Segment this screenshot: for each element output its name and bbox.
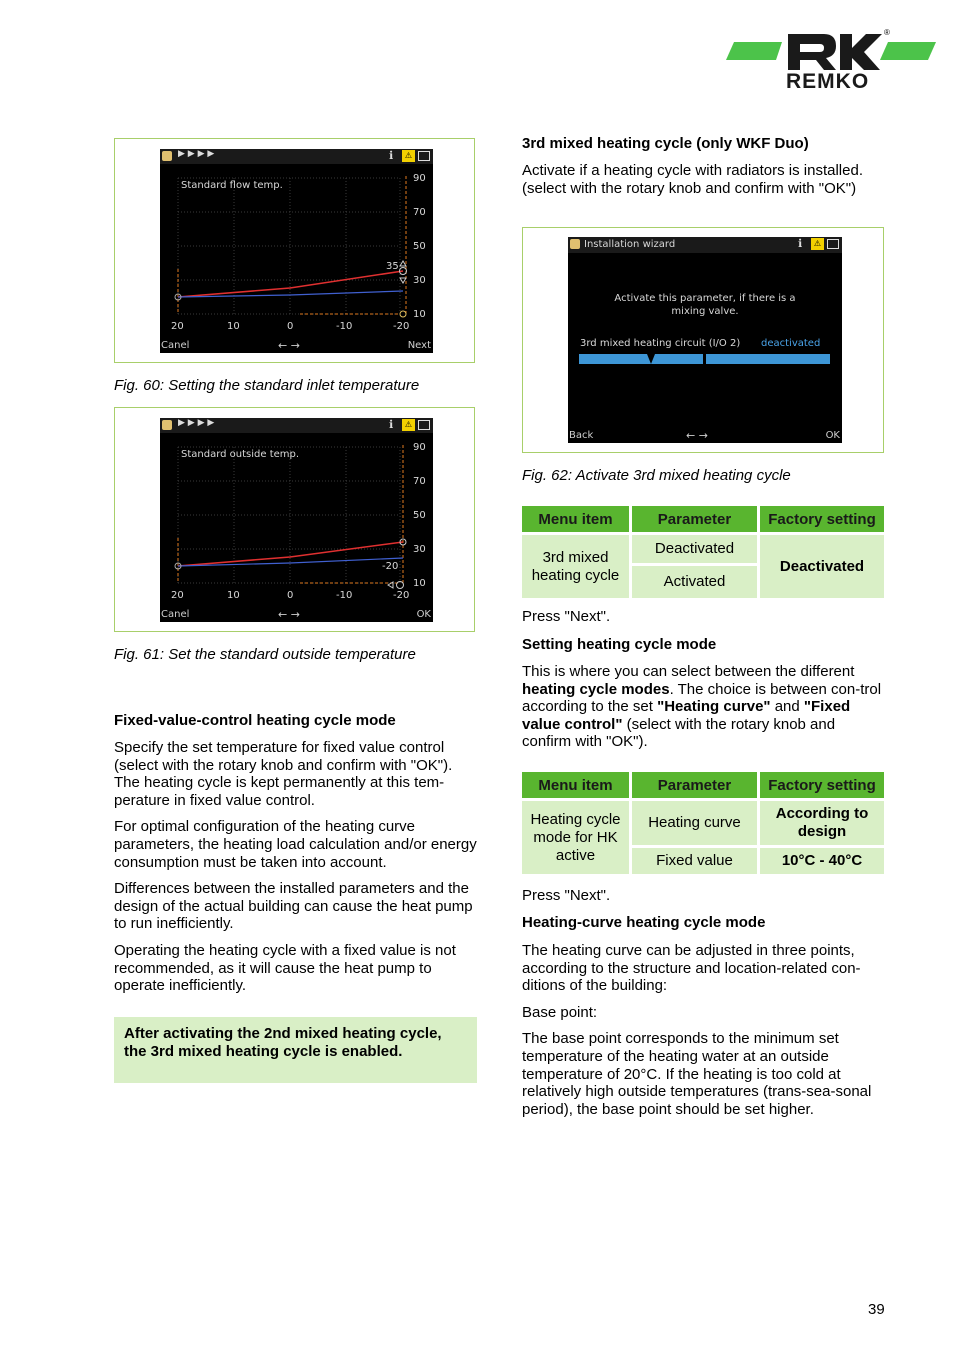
press-next-2: Press "Next".: [522, 887, 611, 904]
x-tick: -20: [393, 590, 410, 601]
header-parameter: Parameter: [632, 506, 757, 532]
figure-61-frame: [114, 407, 475, 632]
screen-footer: [568, 429, 842, 443]
x-tick: 10: [227, 590, 240, 601]
warning-icon: ⚠: [402, 150, 415, 162]
text-run-bold: "Fixed value control": [522, 698, 851, 733]
figure-60-caption: Fig. 60: Setting the standard inlet temperature: [114, 377, 420, 394]
text-run: (select with the rotary knob and confirm with "OK").: [522, 715, 836, 751]
controller-screen-60: [160, 149, 433, 353]
paragraph: Base point:: [522, 1003, 598, 1021]
nav-arrows-icon: ← →: [278, 608, 300, 621]
mode-paragraph: [522, 663, 886, 751]
x-tick: 0: [287, 321, 294, 332]
screen-icon: [827, 239, 839, 249]
remko-logo: [724, 30, 938, 94]
ok-softkey[interactable]: OK: [825, 430, 840, 441]
third-cycle-heading: 3rd mixed heating cycle (only WKF Duo): [522, 135, 809, 152]
paragraph: Specify the set temperature for fixed value control (select with the rotary knob and confirm with "OK"). The heating cycle is kept permanently at this tem-perature in fixed value control.: [114, 739, 453, 809]
breadcrumb-arrows-icon: ▶ ▶ ▶ ▶: [178, 418, 215, 428]
figure-60-frame: [114, 138, 475, 363]
parameter-value[interactable]: deactivated: [761, 338, 821, 349]
factory-setting-cell: 10°C - 40°C: [760, 848, 884, 874]
x-tick: -20: [393, 321, 410, 332]
press-next-1: Press "Next".: [522, 608, 611, 625]
y-tick: 10: [413, 309, 426, 320]
parameter-cell: Activated: [632, 566, 757, 598]
registered-mark: ®: [884, 28, 890, 37]
y-tick: 90: [413, 442, 426, 453]
paragraph: Operating the heating cycle with a fixed value is not recommended, as it will cause the heat pump to operate inefficiently.: [114, 941, 456, 995]
user-icon: [162, 151, 172, 161]
next-softkey[interactable]: Next: [407, 340, 431, 351]
text-run: This is where you can select between the different: [522, 663, 855, 680]
back-softkey[interactable]: Back: [569, 430, 594, 441]
mode-heading: Setting heating cycle mode: [522, 636, 717, 653]
factory-setting-cell: Deactivated: [760, 535, 884, 598]
parameter-cell: Deactivated: [632, 535, 757, 563]
user-icon: [570, 239, 580, 249]
x-tick: -10: [336, 321, 353, 332]
y-tick: 50: [413, 241, 426, 252]
x-tick: 10: [227, 321, 240, 332]
y-tick: 70: [413, 476, 426, 487]
slider-pointer-icon: [647, 354, 655, 364]
cancel-softkey[interactable]: Canel: [161, 609, 190, 620]
menu-item-cell: Heating cycle mode for HK active: [522, 801, 629, 874]
header-parameter: Parameter: [632, 772, 757, 798]
note-box: After activating the 2nd mixed heating cycle, the 3rd mixed heating cycle is enabled.: [114, 1017, 477, 1083]
warning-icon: ⚠: [811, 238, 824, 250]
header-menu-item: Menu item: [522, 506, 629, 532]
text-run: and: [770, 698, 804, 716]
y-tick: 50: [413, 510, 426, 521]
screen-icon: [418, 151, 430, 161]
screen-topbar: [160, 418, 433, 433]
cancel-softkey[interactable]: Canel: [161, 340, 190, 351]
chart-title: Standard flow temp.: [181, 180, 283, 191]
paragraph: The heating curve can be adjusted in three points, according to the structure and location-related con-ditions of the building:: [522, 942, 861, 995]
header-menu-item: Menu item: [522, 772, 629, 798]
x-tick: 20: [171, 590, 184, 601]
message-line-2: mixing valve.: [671, 306, 739, 317]
screen-header: Installation wizard: [584, 239, 676, 250]
marker-value: -20: [382, 561, 399, 572]
paragraph: The base point corresponds to the minimum set temperature of the heating water at an outside temperature of 20°C. If the heating is too cold at relatively high outside temperatures (trans-sea-sonal period), the base point should be set higher.: [522, 1030, 872, 1118]
header-factory-setting: Factory setting: [760, 506, 884, 532]
nav-arrows-icon: ← →: [278, 339, 300, 352]
slider-right-segment: [706, 354, 830, 364]
parameter-cell: Fixed value: [632, 848, 757, 874]
factory-setting-cell: According to design: [760, 801, 884, 845]
text-run-bold: heating cycle modes: [522, 680, 670, 698]
warning-icon: ⚠: [402, 419, 415, 431]
figure-61-caption: Fig. 61: Set the standard outside temperature: [114, 646, 416, 663]
fixed-value-heading: Fixed-value-control heating cycle mode: [114, 712, 396, 729]
message-line-1: Activate this parameter, if there is a: [614, 293, 796, 304]
screen-footer: [160, 608, 433, 622]
controller-screen-62: [568, 237, 842, 443]
screen-footer: [160, 339, 433, 353]
value-slider[interactable]: [579, 354, 830, 364]
x-tick: 20: [171, 321, 184, 332]
y-tick: 30: [413, 544, 426, 555]
info-icon: ℹ: [389, 418, 394, 431]
text-run: . The choice is between con-trol according to the set: [522, 680, 882, 716]
y-tick: 10: [413, 578, 426, 589]
user-icon: [162, 420, 172, 430]
parameter-cell: Heating curve: [632, 801, 757, 845]
logo-brand-text: REMKO: [786, 70, 870, 93]
slider-left-segment: [579, 354, 703, 364]
nav-arrows-icon: ← →: [686, 429, 708, 442]
screen-topbar: [568, 237, 842, 253]
marker-value: 35: [386, 261, 399, 272]
fixed-value-body: [114, 739, 478, 995]
paragraph: For optimal configuration of the heating curve parameters, the heating load calculation and/or energy consumption must be taken into account.: [114, 818, 477, 871]
x-tick: 0: [287, 590, 294, 601]
screen-topbar: [160, 149, 433, 164]
info-icon: ℹ: [389, 149, 394, 162]
y-tick: 70: [413, 207, 426, 218]
header-factory-setting: Factory setting: [760, 772, 884, 798]
y-tick: 90: [413, 173, 426, 184]
paragraph: Differences between the installed parameters and the design of the actual building can cause the heat pump to run inefficiently.: [114, 880, 473, 933]
menu-item-cell: 3rd mixed heating cycle: [522, 535, 629, 598]
third-cycle-paragraph: Activate if a heating cycle with radiators is installed. (select with the rotary knob and confirm with "OK"): [522, 162, 863, 197]
figure-62-frame: [522, 227, 884, 453]
controller-screen-61: [160, 418, 433, 622]
info-icon: ℹ: [798, 237, 803, 250]
ok-softkey[interactable]: OK: [416, 609, 431, 620]
third-cycle-table: [519, 503, 887, 601]
chart-title: Standard outside temp.: [181, 449, 300, 460]
figure-62-caption: Fig. 62: Activate 3rd mixed heating cycle: [522, 467, 791, 484]
curve-body: [522, 942, 886, 1118]
page-number: 39: [868, 1301, 885, 1318]
text-run-bold: "Heating curve": [657, 698, 771, 716]
parameter-label: 3rd mixed heating circuit (I/O 2): [580, 338, 741, 349]
x-tick: -10: [336, 590, 353, 601]
curve-heading: Heating-curve heating cycle mode: [522, 914, 766, 931]
screen-icon: [418, 420, 430, 430]
cycle-mode-table: [519, 769, 887, 877]
y-tick: 30: [413, 275, 426, 286]
breadcrumb-arrows-icon: ▶ ▶ ▶ ▶: [178, 149, 215, 159]
